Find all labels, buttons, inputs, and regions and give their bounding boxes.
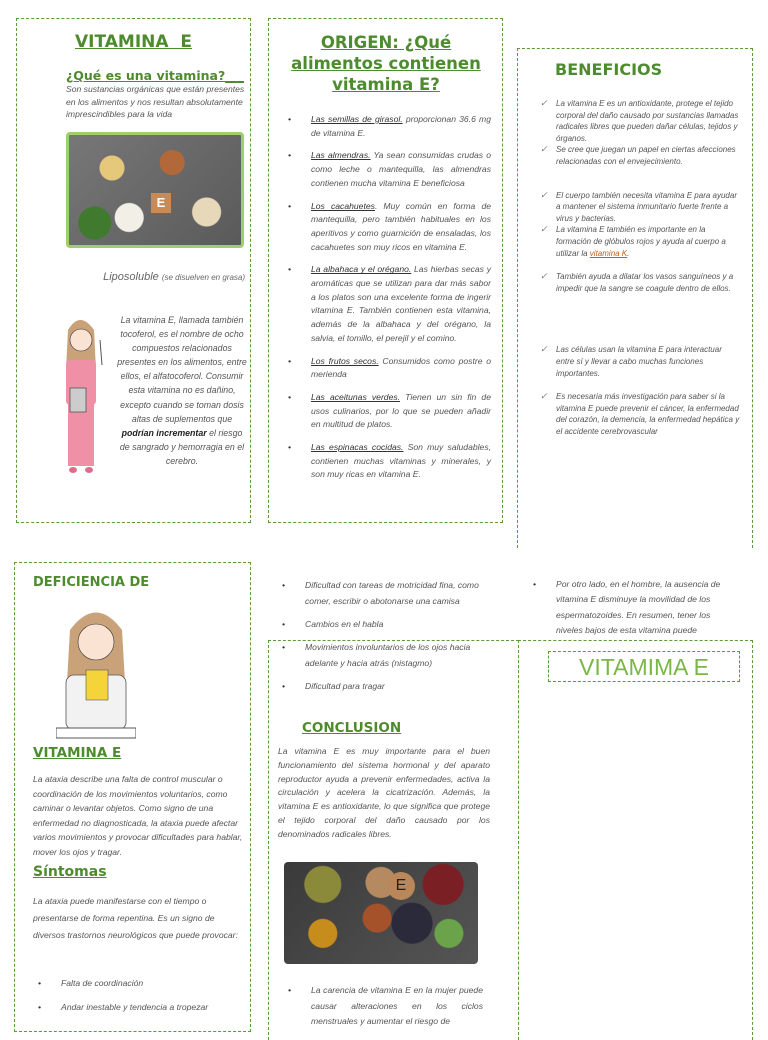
benefit-item: ✓ El cuerpo también necesita vitamina E para ayudar a mantener el sistema inmunitario fuerte frente a virus y bacterias.: [540, 190, 740, 225]
origin-item: [283, 441, 491, 482]
origin-item: [283, 200, 491, 255]
origin-title: ORIGEN: ¿Qué alimentos contienen vitamina E?: [291, 33, 481, 94]
deficiency-title-2: VITAMINA E: [33, 745, 122, 761]
origin-item: [283, 355, 491, 382]
origin-item: [283, 149, 491, 190]
benefit-item: ✓ La vitamina E también es importante en la formación de glóbulos rojos y ayuda al cuerpo a utilizar la vitamina K.: [540, 224, 740, 259]
benefits-list: [540, 98, 740, 437]
conclusion-title: CONCLUSION: [302, 720, 402, 736]
food-description: Las hierbas secas y aromáticas que se utilizan para dar más sabor a los platos son una excelente forma de ingerir vitamina E. También contienen esta vitamina, además de la albahaca y del orégano, la salvia, el tomillo, el perejil y el comino.: [311, 264, 491, 343]
symptoms-title: Síntomas: [33, 864, 107, 880]
symptom-item: • Dificultad para tragar: [277, 678, 497, 694]
benefit-item: ✓ Se cree que juegan un papel en ciertas afecciones relacionadas con el envejecimiento.: [540, 144, 740, 167]
description-emphasis: podrían incrementar: [121, 427, 207, 438]
description-text: La vitamina E, llamada también tocoferol, es el nombre de ocho compuestos relacionados presentes en los alimentos, entre ellos, el alfatocoferol. Consumir esta vitamina no es dañino, excepto cuando se toman dosis altas de suplementos que: [117, 315, 247, 424]
foods-image: [66, 132, 244, 248]
vitamin-e-tag: E: [387, 872, 415, 900]
symptom-item: • Movimientos involuntarios de los ojos hacia adelante y hacia atrás (nistagmo): [277, 639, 497, 671]
vitamin-e-tile: E: [151, 193, 171, 213]
food-description: Ya sean consumidas crudas o como leche o mantequilla, las almendras contienen mucha vitamina E beneficiosa: [311, 150, 491, 188]
benefit-item: ✓ Es necesaria más investigación para saber si la vitamina E puede prevenir el cáncer, la enfermedad del corazón, la demencia, la enfermedad hepática y el accidente cerebrovascular: [540, 391, 740, 437]
women-deficiency-list: [283, 983, 483, 1039]
food-description: Tienen un sin fin de usos culinarios, por lo que se pueden añadir en multitud de platos.: [311, 391, 491, 430]
list-item: • Por otro lado, en el hombre, la ausencia de vitamina E disminuye la movilidad de los espermatozoides. En resumen, tener los niveles bajos de esta vitamina puede: [528, 577, 738, 638]
food-name: Las semillas de girasol.: [311, 114, 403, 124]
benefits-title: BENEFICIOS: [555, 60, 663, 79]
vitamin-definition: Son sustancias orgánicas que están presentes en los alimentos y nos resultan absolutamente imprescindibles para la vida: [66, 84, 245, 119]
symptoms-intro: La ataxia puede manifestarse con el tiempo o presentarse de forma repentina. Es un signo de diversos trastornos neurológicos que puede provocar:: [33, 896, 238, 941]
list-item: • La carencia de vitamina E en la mujer puede causar alteraciones en los ciclos menstruales y aumentar el riesgo de: [283, 983, 483, 1030]
symptoms-list-1: [33, 976, 248, 1024]
food-name: Las almendras.: [311, 150, 371, 161]
origin-item: [283, 113, 491, 140]
benefit-item: ✓ La vitamina E es un antioxidante, protege el tejido corporal del daño causado por sustancias llamadas radicales libres que pueden dañar células, tejidos y órganos.: [540, 98, 740, 144]
symptom-item: • Andar inestable y tendencia a tropezar: [33, 1000, 248, 1014]
sick-person-illustration: [56, 600, 136, 740]
cover-title-box: [548, 651, 740, 682]
vitamin-k-link[interactable]: vitamina K: [589, 248, 628, 258]
ataxia-description: La ataxia describe una falta de control muscular o coordinación de los movimientos voluntarios, como caminar o levantar objetos. Como signo de una enfermedad no diagnosticada, la ataxia puede afectar varios movimientos y provocar dificultades para hablar, mover los ojos y tragar.: [33, 774, 243, 857]
food-name: Los cacahuetes: [311, 200, 375, 211]
vitamin-e-description: [116, 313, 248, 468]
deficiency-title: DEFICIENCIA DE: [33, 575, 150, 590]
symptom-item: • Falta de coordinación: [33, 976, 248, 990]
liposoluble-note: (se disuelven en grasa): [161, 273, 245, 282]
food-description: proporcionan 36.6 mg de vitamina E.: [311, 114, 491, 138]
foods-image-2: [284, 862, 478, 964]
food-name: Las espinacas cocidas.: [311, 442, 404, 453]
origin-food-list: [283, 113, 491, 491]
food-description: Son muy saludables, contienen muchas vitaminas y minerales, y son muy ricas en vitamina E.: [311, 442, 491, 480]
liposoluble-text: Liposoluble: [103, 271, 159, 283]
benefit-item: ✓ También ayuda a dilatar los vasos sanguíneos y a impedir que la sangre se coagule dentro de ellos.: [540, 271, 740, 294]
symptom-item: • Dificultad con tareas de motricidad fina, como comer, escribir o abotonarse una camisa: [277, 577, 497, 609]
food-description: Consumidos como postre o merienda: [311, 355, 491, 380]
food-name: Los frutos secos.: [311, 355, 379, 366]
origin-item: [283, 263, 491, 345]
symptom-item: • Cambios en el habla: [277, 616, 497, 632]
nurse-illustration: [50, 310, 115, 480]
men-deficiency-list: [528, 577, 738, 647]
panel-cover: [518, 640, 753, 1040]
food-name: La albahaca y el orégano.: [311, 264, 412, 275]
benefit-item: ✓ Las células usan la vitamina E para interactuar entre sí y llevar a cabo muchas funciones importantes.: [540, 344, 740, 379]
food-description: . Muy común en forma de mantequilla, pero también habituales en los aperitivos y como guarnición de ensaladas, los cacahuetes son muy ricos en vitamina E.: [311, 200, 491, 252]
origin-item: [283, 391, 491, 432]
cover-title: VITAMIMA E: [579, 654, 709, 680]
food-name: Las aceitunas verdes.: [311, 391, 401, 402]
liposoluble-label: [100, 270, 245, 285]
description-text-end: el riesgo de sangrado y hemorragia en el cerebro.: [119, 427, 245, 466]
intro-subtitle: ¿Qué es una vitamina?___: [66, 68, 244, 83]
conclusion-text: La vitamina E es muy importante para el buen funcionamiento del sistema hormonal y del aparato reproductor ayuda a prevenir enfermedades, activa la circulación y acelera la cicatrización. Además, la vitamina E es antioxidante, lo que significa que protege el tejido corporal del daño causado por los denominados radicales libres.: [278, 746, 490, 839]
intro-title: VITAMINA E: [75, 32, 192, 52]
